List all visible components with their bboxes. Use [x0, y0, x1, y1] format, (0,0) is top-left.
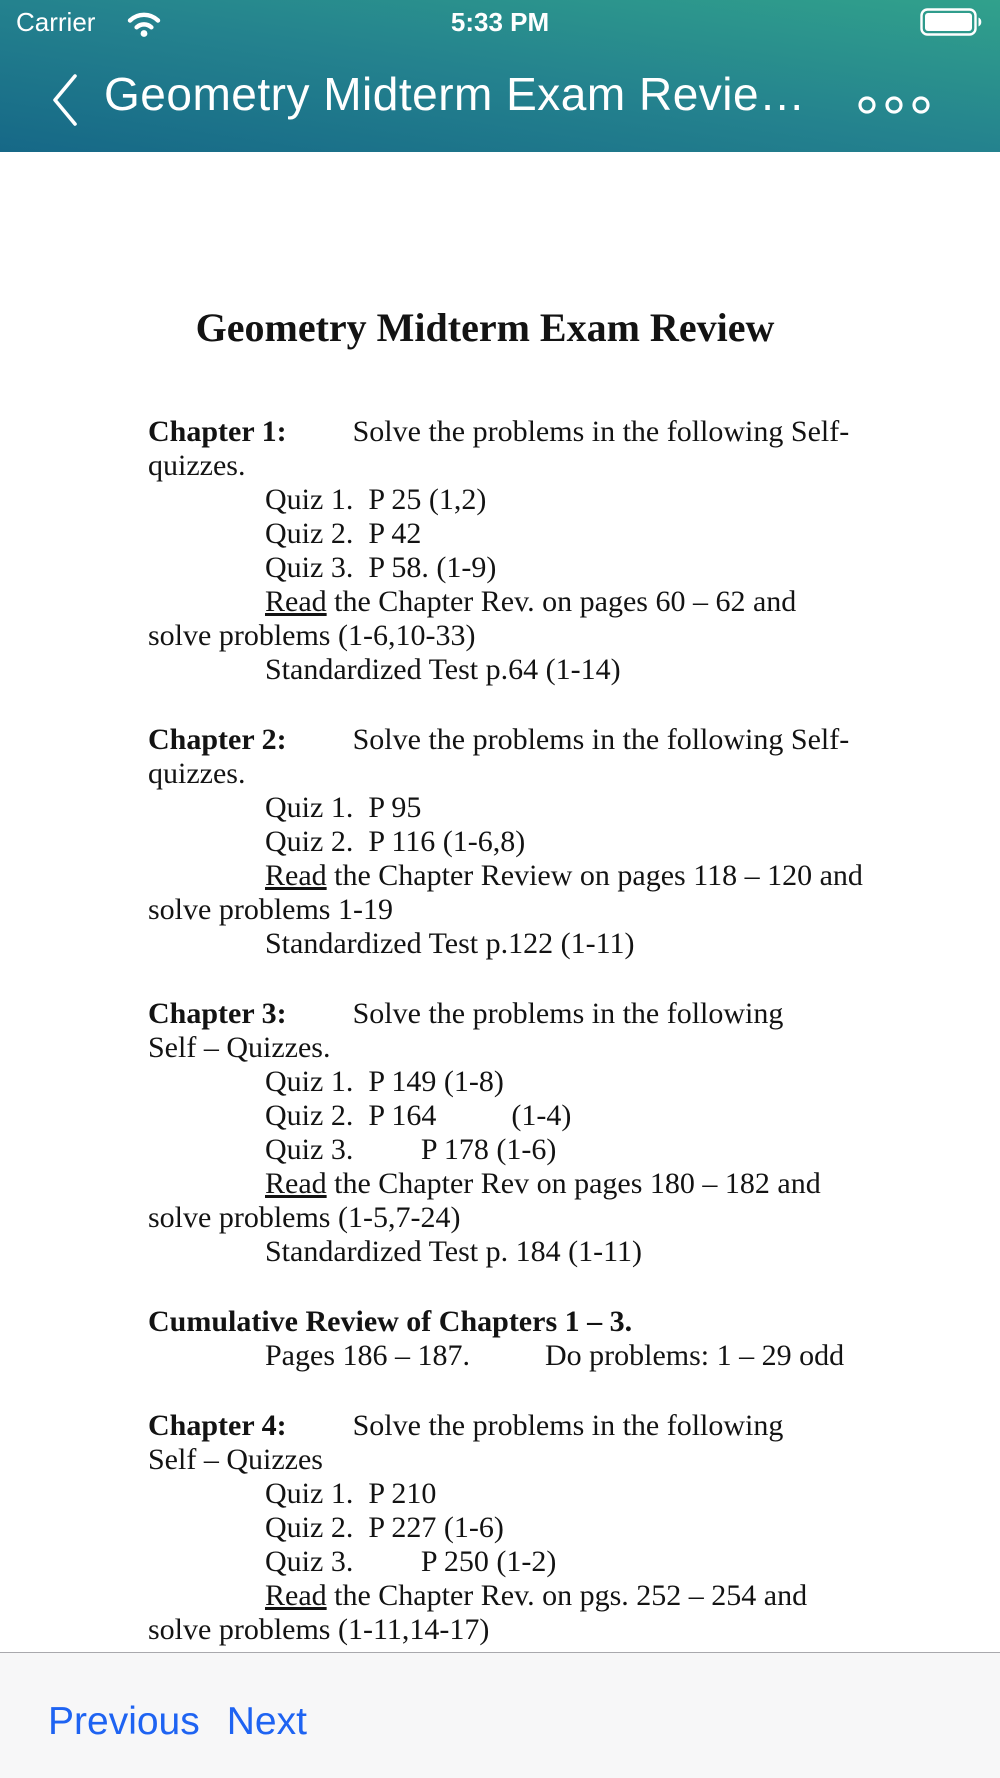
- chapter-heading: Chapter 1: Solve the problems in the following Self-: [148, 415, 850, 448]
- doc-line: Read the Chapter Review on pages 118 – 120 and: [265, 859, 863, 892]
- doc-line: Quiz 1. P 95: [265, 791, 422, 824]
- doc-line: Quiz 1. P 210: [265, 1477, 437, 1510]
- doc-line: Standardized Test p. 184 (1-11): [265, 1235, 642, 1268]
- carrier-label: Carrier: [16, 7, 96, 37]
- battery-icon: [920, 8, 984, 41]
- previous-button[interactable]: Previous: [48, 1699, 200, 1743]
- chapter-heading: Chapter 2: Solve the problems in the following Self-: [148, 723, 850, 756]
- doc-line: Quiz 1. P 149 (1-8): [265, 1065, 504, 1098]
- chapter-heading: Chapter 4: Solve the problems in the following: [148, 1409, 784, 1442]
- doc-line: Quiz 1. P 25 (1,2): [265, 483, 487, 516]
- doc-line: Quiz 3. P 250 (1-2): [265, 1545, 557, 1578]
- chapter-1-section: [148, 415, 960, 687]
- bottom-toolbar: [0, 1652, 1000, 1778]
- header: [0, 0, 1000, 152]
- doc-line: Quiz 2. P 227 (1-6): [265, 1511, 504, 1544]
- doc-line: Self – Quizzes.: [148, 1031, 331, 1064]
- doc-line: Standardized Test p.64 (1-14): [265, 653, 621, 686]
- doc-line: Self – Quizzes: [148, 1443, 323, 1476]
- chapter-3-section: [148, 997, 960, 1269]
- doc-line: Quiz 3. P 178 (1-6): [265, 1133, 557, 1166]
- doc-line: Pages 186 – 187. Do problems: 1 – 29 odd: [265, 1339, 845, 1372]
- more-options-button[interactable]: [856, 94, 942, 116]
- document-scroll-area[interactable]: [0, 152, 1000, 1778]
- status-time: 5:33 PM: [450, 7, 550, 37]
- cumulative-review-section: [148, 1305, 960, 1373]
- nav-title: Geometry Midterm Exam Revie…: [104, 68, 806, 120]
- chapter-4-section: [148, 1409, 960, 1681]
- doc-line: Read the Chapter Rev on pages 180 – 182 and: [265, 1167, 821, 1200]
- doc-line: Standardized Test p.122 (1-11): [265, 927, 635, 960]
- doc-line: solve problems 1-19: [148, 893, 393, 926]
- doc-line: solve problems (1-11,14-17): [148, 1613, 490, 1646]
- nav-bar: [0, 44, 1000, 152]
- doc-line: solve problems (1-6,10-33): [148, 619, 476, 652]
- doc-line: solve problems (1-5,7-24): [148, 1201, 461, 1234]
- doc-line: quizzes.: [148, 449, 246, 482]
- doc-line: Read the Chapter Rev. on pages 60 – 62 and: [265, 585, 797, 618]
- doc-line: Quiz 2. P 42: [265, 517, 422, 550]
- chapter-heading: Chapter 3: Solve the problems in the following: [148, 997, 784, 1030]
- doc-line: quizzes.: [148, 757, 246, 790]
- status-bar: [0, 0, 1000, 44]
- document-page: [0, 152, 1000, 1681]
- doc-line: Read the Chapter Rev. on pgs. 252 – 254 and: [265, 1579, 808, 1612]
- cumulative-heading: Cumulative Review of Chapters 1 – 3.: [148, 1305, 633, 1338]
- doc-line: Quiz 3. P 58. (1-9): [265, 551, 497, 584]
- doc-line: Quiz 2. P 116 (1-6,8): [265, 825, 526, 858]
- document-title: Geometry Midterm Exam Review: [195, 305, 775, 350]
- doc-line: Quiz 2. P 164 (1-4): [265, 1099, 572, 1132]
- back-button[interactable]: [50, 72, 90, 132]
- chapter-2-section: [148, 723, 960, 961]
- next-button[interactable]: Next: [226, 1699, 307, 1743]
